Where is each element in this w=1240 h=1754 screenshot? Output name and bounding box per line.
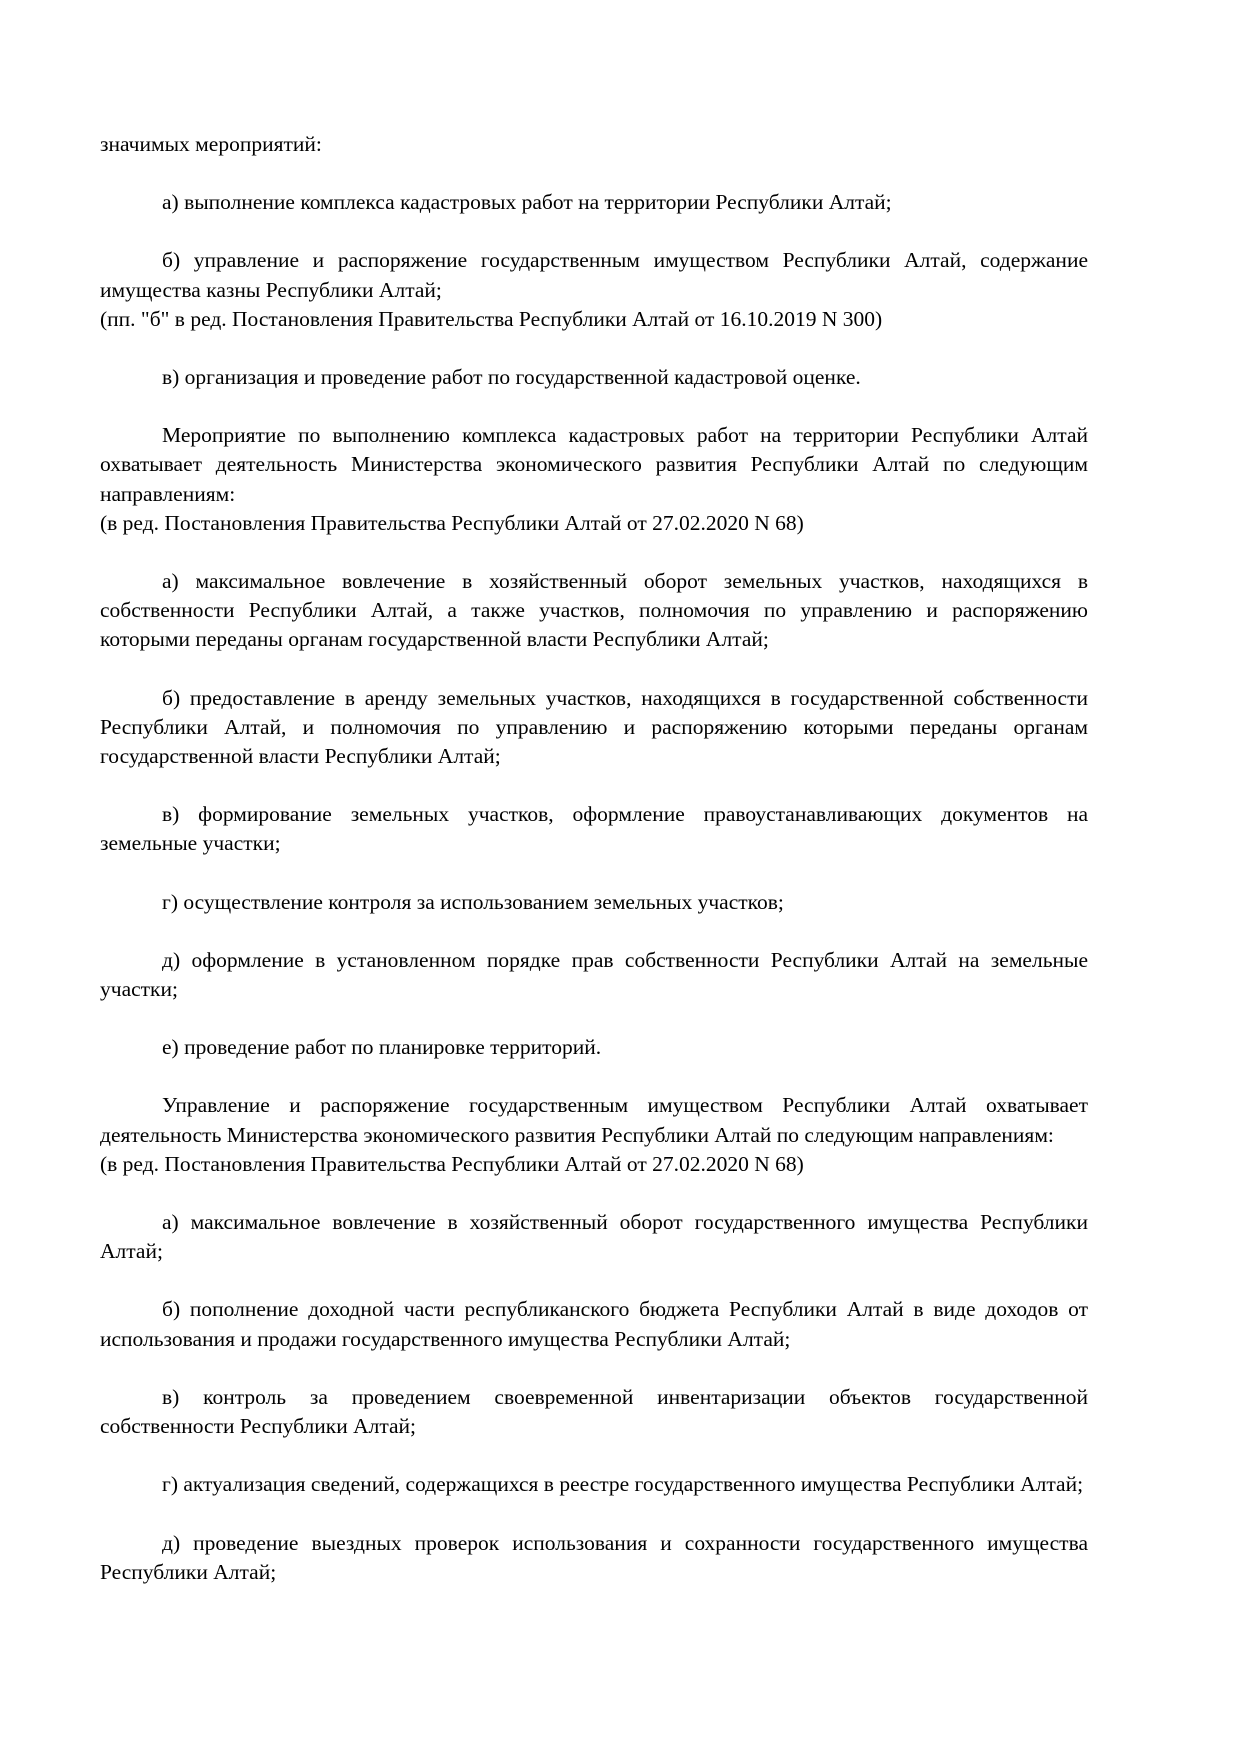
paragraph-spacer — [100, 1179, 1088, 1208]
paragraph-spacer — [100, 1062, 1088, 1091]
list-item-v-inventory-control: в) контроль за проведением своевременной инвентаризации объектов государственной собственности Республики Алтай; — [100, 1384, 1088, 1439]
list-item-b-budget-revenue: б) пополнение доходной части республиканского бюджета Республики Алтай в виде доходов от использования и продажи государственного имущества Республики Алтай; — [100, 1297, 1088, 1351]
list-item-d-ownership-registration: д) оформление в установленном порядке прав собственности Республики Алтай на земельные участки; — [100, 947, 1088, 1002]
list-item-b-property-management: б) управление и распоряжение государственным имуществом Республики Алтай, содержание имущества казны Республики Алтай; — [100, 248, 1088, 302]
paragraph-spacer — [100, 1500, 1088, 1529]
paragraph-spacer — [100, 159, 1088, 188]
amendment-note-300: (пп. "б" в ред. Постановления Правительства Республики Алтай от 16.10.2019 N 300) — [100, 306, 883, 331]
list-item-a-cadastral-works: а) выполнение комплекса кадастровых работ на территории Республики Алтай; — [162, 190, 892, 215]
paragraph-spacer — [100, 334, 1088, 363]
list-item-a-property-turnover: а) максимальное вовлечение в хозяйственный оборот государственного имущества Республики Алтай; — [100, 1210, 1088, 1264]
paragraph-spacer — [100, 655, 1088, 684]
amendment-note-68-second: (в ред. Постановления Правительства Республики Алтай от 27.02.2020 N 68) — [100, 1151, 804, 1176]
paragraph-property-management-scope: Управление и распоряжение государственным имуществом Республики Алтай охватывает деятельность Министерства экономического развития Республики Алтай по следующим направлениям: — [100, 1093, 1088, 1147]
paragraph-spacer — [100, 1354, 1088, 1383]
document-text-body — [100, 130, 1088, 1587]
list-item-b-land-lease: б) предоставление в аренду земельных участков, находящихся в государственной собственности Республики Алтай, и полномочия по управлению и распоряжению которыми переданы органам государственной власти Республики Алтай; — [100, 685, 1088, 769]
list-item-d-field-inspections: д) проведение выездных проверок использования и сохранности государственного имущества Республики Алтай; — [100, 1530, 1088, 1584]
list-item-e-territory-planning: е) проведение работ по планировке территорий. — [162, 1035, 602, 1060]
list-item-a-land-turnover: а) максимальное вовлечение в хозяйственный оборот земельных участков, находящихся в собственности Республики Алтай, а также участков, полномочия по управлению и распоряжению которыми переданы органам государственной власти Республики Алтай; — [100, 569, 1088, 652]
paragraph-measure-cadastral-works: Мероприятие по выполнению комплекса кадастровых работ на территории Республики Алтай охватывает деятельность Министерства экономического развития Республики Алтай по следующим направлениям: — [100, 423, 1088, 506]
amendment-note-68-first: (в ред. Постановления Правительства Республики Алтай от 27.02.2020 N 68) — [100, 510, 804, 535]
list-item-g-land-control: г) осуществление контроля за использованием земельных участков; — [162, 889, 784, 914]
paragraph-spacer — [100, 1441, 1088, 1470]
list-item-v-cadastral-valuation: в) организация и проведение работ по государственной кадастровой оценке. — [162, 365, 861, 390]
list-item-g-registry-update: г) актуализация сведений, содержащихся в реестре государственного имущества Республики Алтай; — [162, 1472, 1084, 1497]
paragraph-spacer — [100, 538, 1088, 567]
list-item-v-land-formation: в) формирование земельных участков, оформление правоустанавливающих документов на земельные участки; — [100, 802, 1088, 856]
paragraph-spacer — [100, 771, 1088, 800]
paragraph-continuation: значимых мероприятий: — [100, 132, 322, 156]
paragraph-spacer — [100, 1266, 1088, 1295]
paragraph-spacer — [100, 859, 1088, 888]
paragraph-spacer — [100, 1004, 1088, 1033]
paragraph-spacer — [100, 917, 1088, 946]
paragraph-spacer — [100, 392, 1088, 421]
paragraph-spacer — [100, 217, 1088, 246]
